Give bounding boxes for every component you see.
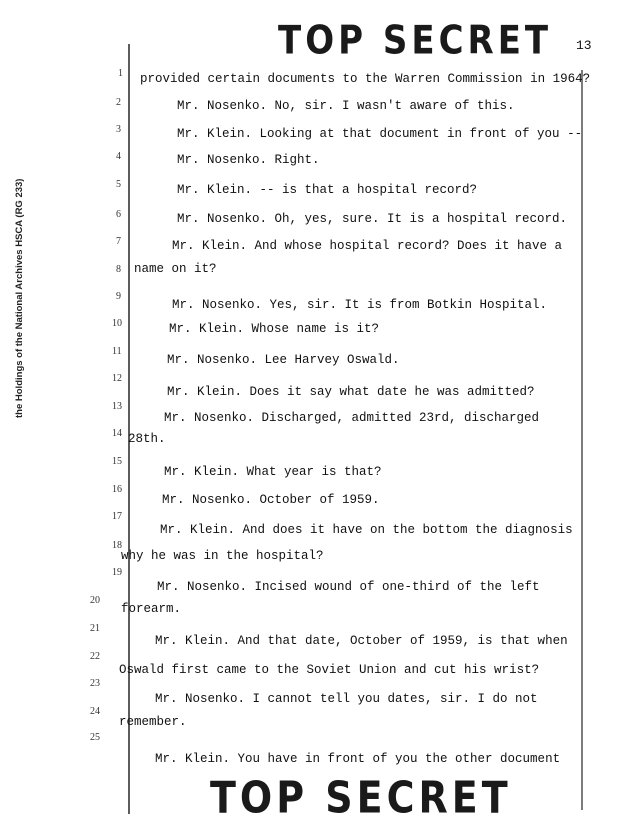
line-number: 12 — [112, 373, 122, 384]
transcript-line: name on it? — [134, 262, 217, 276]
transcript-line: Mr. Nosenko. Right. — [177, 153, 320, 167]
line-number: 14 — [112, 428, 122, 439]
transcript-line: Mr. Klein. And whose hospital record? Does it have a — [172, 239, 563, 253]
transcript-line: 28th. — [128, 432, 166, 446]
line-number: 16 — [112, 484, 122, 495]
page-number: 13 — [576, 38, 592, 53]
transcript-line: Oswald first came to the Soviet Union and cut his wrist? — [119, 663, 540, 677]
transcript-line: Mr. Klein. Whose name is it? — [169, 322, 380, 336]
line-number: 24 — [90, 706, 100, 717]
transcript-line: Mr. Klein. What year is that? — [164, 465, 382, 479]
line-number: 5 — [116, 179, 121, 190]
transcript-line: Mr. Nosenko. No, sir. I wasn't aware of this. — [177, 99, 515, 113]
top-secret-stamp-bottom: TOP SECRET — [210, 772, 512, 823]
transcript-line: Mr. Nosenko. Oh, yes, sure. It is a hospital record. — [177, 212, 568, 226]
transcript-line: Mr. Klein. And that date, October of 1959, is that when — [155, 634, 568, 648]
line-number: 7 — [116, 236, 121, 247]
line-number: 18 — [112, 540, 122, 551]
archive-margin-note: the Holdings of the National Archives HSCA (RG 233) — [14, 178, 25, 418]
transcript-line: remember. — [119, 715, 187, 729]
transcript-line: provided certain documents to the Warren Commission in 1964? — [140, 72, 591, 86]
transcript-line: Mr. Klein. You have in front of you the other document — [155, 752, 561, 766]
transcript-line: Mr. Nosenko. Yes, sir. It is from Botkin Hospital. — [172, 298, 548, 312]
line-number: 19 — [112, 567, 122, 578]
transcript-line: Mr. Klein. -- is that a hospital record? — [177, 183, 478, 197]
transcript-line: Mr. Klein. And does it have on the bottom the diagnosis — [160, 523, 573, 537]
line-number: 3 — [116, 124, 121, 135]
transcript-line: forearm. — [121, 602, 182, 616]
transcript-line: why he was in the hospital? — [121, 549, 324, 563]
line-number: 9 — [116, 291, 121, 302]
line-number: 17 — [112, 511, 122, 522]
line-number: 11 — [112, 346, 122, 357]
line-number: 21 — [90, 623, 100, 634]
line-number: 10 — [112, 318, 122, 329]
right-margin-rule — [581, 70, 583, 810]
transcript-line: Mr. Nosenko. Incised wound of one-third of the left — [157, 580, 540, 594]
line-number: 2 — [116, 97, 121, 108]
line-number: 20 — [90, 595, 100, 606]
line-number: 15 — [112, 456, 122, 467]
line-number: 25 — [90, 732, 100, 743]
line-number: 8 — [116, 264, 121, 275]
line-number: 13 — [112, 401, 122, 412]
transcript-line: Mr. Nosenko. I cannot tell you dates, sir. I do not — [155, 692, 538, 706]
line-number: 22 — [90, 651, 100, 662]
transcript-line: Mr. Nosenko. Discharged, admitted 23rd, discharged — [164, 411, 540, 425]
line-number: 6 — [116, 209, 121, 220]
transcript-line: Mr. Klein. Does it say what date he was admitted? — [167, 385, 535, 399]
left-margin-rule — [128, 44, 130, 814]
transcript-line: Mr. Nosenko. October of 1959. — [162, 493, 380, 507]
line-number: 1 — [118, 68, 123, 79]
transcript-line: Mr. Klein. Looking at that document in front of you -- — [177, 127, 583, 141]
line-number: 23 — [90, 678, 100, 689]
line-number: 4 — [116, 151, 121, 162]
top-secret-stamp-top: TOP SECRET — [278, 18, 553, 64]
transcript-line: Mr. Nosenko. Lee Harvey Oswald. — [167, 353, 400, 367]
